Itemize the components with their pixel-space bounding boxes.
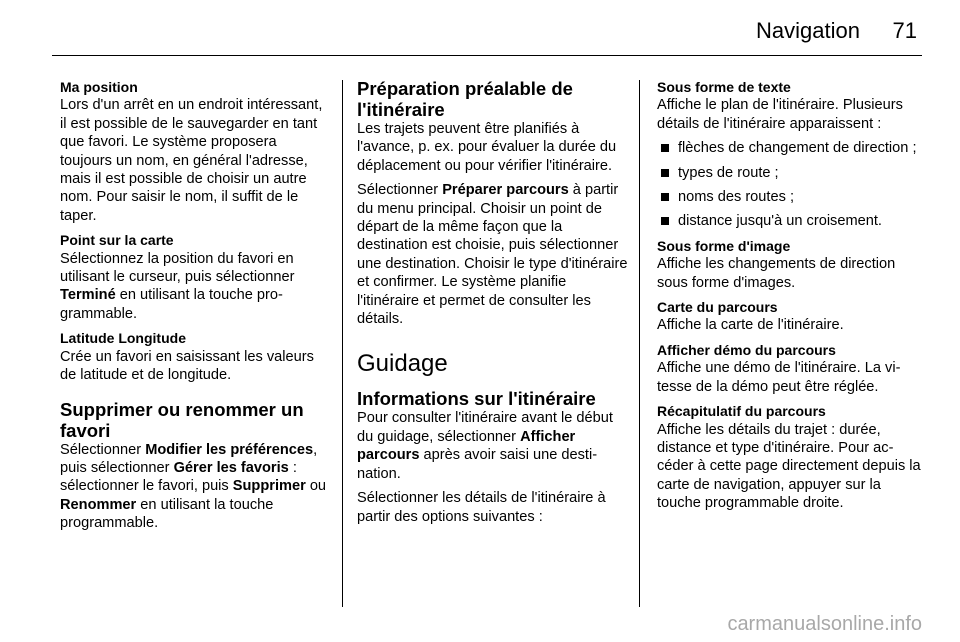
paragraph-informations-2: Sélectionner les détails de l'itinéraire à partir des options suivantes : — [357, 490, 606, 525]
term-preparer-parcours: Préparer parcours — [442, 182, 569, 199]
term-supprimer: Supprimer — [232, 478, 306, 495]
section-image — [657, 237, 925, 292]
section-texte — [657, 78, 925, 231]
section-demo — [657, 341, 925, 396]
paragraph-preparation-1: Les trajets peuvent être planifiés à l'avance, p. ex. pour évaluer la durée du déplacement ou pour vérifier l'itinéraire. — [357, 121, 617, 174]
list-item: distance jusqu'à un croisement. — [657, 212, 925, 230]
paragraph-preparation-2 — [357, 181, 628, 328]
header-divider — [52, 55, 922, 56]
paragraph-informations-1 — [357, 409, 628, 483]
list-item: types de route ; — [657, 164, 925, 182]
text-run: , puis sélectionner — [60, 441, 318, 476]
list-item: noms des routes ; — [657, 188, 925, 206]
term-termine: Terminé — [60, 287, 116, 304]
paragraph-latitude: Crée un favori en saisissant les valeurs de latitude et de longitude. — [60, 348, 314, 384]
paragraph-carte: Affiche la carte de l'itinéraire. — [657, 317, 844, 334]
section-latitude — [60, 329, 328, 384]
term-gerer-favoris: Gérer les favoris — [173, 459, 289, 476]
subheading-image: Sous forme d'image — [657, 237, 791, 254]
column-2 — [357, 78, 628, 532]
paragraph-recap: Affiche les détails du trajet : durée, distance et type d'itinéraire. Pour accéder à cette page directement depuis la carte de navigation, appuyer sur la touche programmable droite. — [657, 421, 921, 512]
text-run: à partir du menu principal. Choisir un point de départ de la même façon que la destination est choisie, puis sélectionner une destination. Choisir le type d'itinéraire et confirmer. Le système planifie l'itinéraire et permet de consulter les détails. — [357, 182, 628, 328]
heading-supprimer: Supprimer ou renommer un favori — [60, 398, 304, 441]
section-carte — [657, 298, 925, 335]
page-section-title: Navigation — [756, 18, 860, 43]
section-point-sur-carte — [60, 231, 328, 323]
subheading-latitude: Latitude Longitude — [60, 330, 186, 347]
heading-guidage: Guidage — [357, 350, 448, 378]
text-run: Sélectionner — [357, 182, 443, 199]
column-1 — [60, 78, 328, 533]
term-modifier-preferences: Modifier les préférences — [145, 441, 314, 458]
text-run: Sélectionner — [60, 441, 146, 458]
paragraph-point-sur-carte — [60, 250, 328, 324]
paragraph-texte: Affiche le plan de l'itinéraire. Plusieurs détails de l'itinéraire apparaissent : — [657, 97, 903, 132]
subheading-ma-position: Ma position — [60, 79, 138, 95]
section-recap — [657, 402, 925, 512]
paragraph-ma-position: Lors d'un arrêt en un endroit intéressant, il est possible de le sauvegarder en tant que favori. Le système proposera toujours un nom, en général l'adresse, mais il est possible de choisir un autre nom. Pour saisir le nom, il suffit de le taper. — [60, 97, 323, 224]
paragraph-image: Affiche les changements de direction sous forme d'images. — [657, 256, 896, 291]
text-run: ou — [305, 478, 327, 495]
subheading-recap: Récapitulatif du parcours — [657, 403, 826, 420]
subheading-demo: Afficher démo du parcours — [657, 341, 836, 358]
text-run: en utilisant la touche programmable. — [60, 287, 283, 322]
section-ma-position — [60, 78, 328, 225]
watermark-text: carmanualsonline.info — [727, 613, 922, 635]
column-divider-1 — [342, 80, 343, 607]
subheading-carte: Carte du parcours — [657, 299, 778, 316]
subheading-texte: Sous forme de texte — [657, 79, 791, 95]
subheading-point-sur-carte: Point sur la carte — [60, 232, 174, 249]
paragraph-demo: Affiche une démo de l'itinéraire. La vitesse de la démo peut être réglée. — [657, 360, 901, 395]
column-divider-2 — [639, 80, 640, 607]
list-item: flèches de changement de direction ; — [657, 139, 925, 157]
page-number: 71 — [892, 18, 917, 43]
column-3 — [657, 78, 925, 519]
term-afficher-parcours: Afficher parcours — [357, 428, 576, 464]
paragraph-supprimer — [60, 441, 328, 533]
text-run: en utilisant la touche programmable. — [60, 496, 274, 532]
heading-informations: Informations sur l'itinéraire — [357, 388, 596, 410]
text-run: après avoir saisi une destination. — [357, 447, 598, 482]
bullet-list — [657, 139, 925, 231]
term-renommer: Renommer — [60, 496, 137, 513]
text-run: Sélectionnez la position du favori en utilisant le curseur, puis sélectionner — [60, 250, 295, 286]
text-run: Pour consulter l'itinéraire avant le début du guidage, sélectionner — [357, 410, 613, 445]
text-run: : sélectionner le favori, puis — [60, 459, 297, 495]
heading-preparation: Préparation préalable de l'itinéraire — [357, 78, 573, 120]
